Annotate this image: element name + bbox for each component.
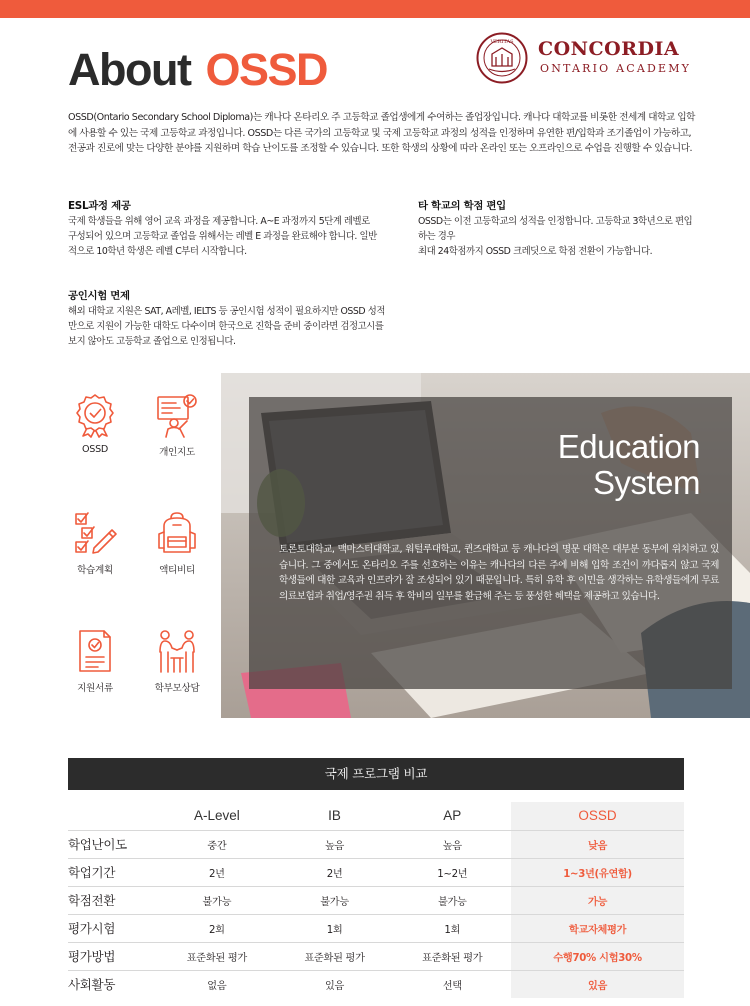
table-cell-ossd: 가능 — [511, 886, 684, 914]
feature-documents-label: 지원서류 — [77, 683, 113, 694]
column-header-ib: IB — [276, 802, 394, 830]
section-esl — [68, 199, 378, 260]
column-header-a-level: A-Level — [158, 802, 276, 830]
table-row — [68, 886, 684, 914]
column-header-ossd: OSSD — [511, 802, 684, 830]
top-accent-bar — [0, 0, 750, 18]
table-cell: 1~2년 — [393, 858, 511, 886]
table-cell-ossd: 낮음 — [511, 830, 684, 858]
page-title — [68, 40, 327, 100]
row-label: 평가시험 — [68, 914, 158, 942]
table-cell: 표준화된 평가 — [276, 942, 394, 970]
feature-parent-consult-label: 학부모상담 — [154, 683, 200, 694]
table-cell: 표준화된 평가 — [393, 942, 511, 970]
table-cell-ossd: 수행70% 시험30% — [511, 942, 684, 970]
table-row — [68, 830, 684, 858]
feature-ossd — [60, 392, 130, 455]
table-cell: 있음 — [325, 980, 345, 992]
application-document-icon — [72, 628, 118, 674]
education-body: 토론토대학교, 맥마스터대학교, 워털루대학교, 퀸즈대학교 등 캐나다의 명문 대학은 대부분 동부에 위치하고 있습니다. 그 중에서도 온타리오 주를 선호하는 이유는 캐나다의 다른 주에 비해 입학 조건이 까다롭지 않고 국제 학생들에 대한 교육과 인프라가 잘 조성되어 있기 때문입니다. 특히 유학 후 이민을 생각하는 유학생들에게 무료 의료보험과 취업/영주권 취득 후 학비의 일부를 환급해 주는 등 풍성한 혜택을 제공하고 있습니다. — [279, 544, 719, 602]
row-label: 학업기간 — [68, 858, 158, 886]
table-cell: 표준화된 평가 — [158, 942, 276, 970]
section-esl-heading: ESL과정 제공 — [68, 200, 131, 212]
section-exam-heading: 공인시험 면제 — [68, 290, 130, 302]
page-title-about: About — [68, 44, 191, 95]
row-label: 학점전환 — [68, 886, 158, 914]
education-title-line1: Education — [557, 428, 700, 465]
feature-activity — [142, 510, 212, 576]
comparison-corner — [68, 802, 158, 830]
table-cell: 불가능 — [276, 886, 394, 914]
feature-tutoring-label: 개인지도 — [159, 447, 195, 458]
table-cell: 1회 — [276, 914, 394, 942]
row-label: 평가방법 — [68, 942, 158, 970]
logo-name: CONCORDIA — [538, 38, 680, 60]
feature-ossd-label: OSSD — [82, 444, 108, 455]
checklist-pencil-icon — [72, 510, 118, 556]
svg-text:VERITAS: VERITAS — [490, 39, 514, 45]
award-ribbon-icon — [72, 392, 118, 438]
table-cell: 2년 — [158, 858, 276, 886]
feature-activity-label: 액티비티 — [159, 565, 195, 576]
education-title — [558, 429, 700, 501]
section-transfer-body1: OSSD는 이전 고등학교의 성적을 인정합니다. 고등학교 3학년으로 편입하는 경우 — [418, 216, 693, 243]
tutoring-board-icon — [154, 392, 200, 438]
intro-paragraph: OSSD(Ontario Secondary School Diploma)는 캐나다 온타리오 주 고등학교 졸업생에게 수여하는 졸업장입니다. 캐나다 대학교를 비롯한 전세계 대학교 입학에 사용할 수 있는 국제 고등학교 과정입니다. OSSD는 다른 국가의 고등학교 및 국제 고등학교 과정의 성적을 인정하며 유연한 편/입학과 조기졸업이 가능하고, 전공과 진로에 맞는 다양한 분야를 지원하며 학습 난이도를 조정할 수 있습니다. 또한 학생의 상황에 따라 온라인 또는 오프라인으로 수업을 진행할 수 있습니다. — [68, 112, 695, 154]
parent-consultation-icon — [154, 628, 200, 674]
feature-documents — [60, 628, 130, 694]
comparison-heading: 국제 프로그램 비교 — [68, 758, 684, 790]
table-cell: 높음 — [276, 830, 394, 858]
education-overlay — [249, 397, 732, 689]
backpack-icon — [154, 510, 200, 556]
comparison-header-row — [68, 802, 684, 830]
section-transfer — [418, 199, 700, 260]
section-transfer-body2: 최대 24학점까지 OSSD 크레딧으로 학점 전환이 가능합니다. — [418, 246, 653, 258]
table-cell-ossd: 학교자체평가 — [511, 914, 684, 942]
education-photo — [221, 373, 750, 718]
feature-tutoring — [142, 392, 212, 458]
table-cell: 중간 — [158, 830, 276, 858]
table-cell: 선택 — [442, 980, 462, 992]
section-exam-body: 해외 대학교 지원은 SAT, A레벨, IELTS 등 공인시험 성적이 필요하지만 OSSD 성적만으로 지원이 가능한 대학도 다수이며 한국으로 진학을 준비 중이라면 검정고시를 보지 않아도 고등학교 졸업으로 인정됩니다. — [68, 306, 385, 348]
table-cell: 1회 — [393, 914, 511, 942]
table-row — [68, 970, 684, 998]
column-header-ap: AP — [393, 802, 511, 830]
comparison-table — [68, 802, 684, 998]
table-cell-ossd: 1~3년(유연함) — [511, 858, 684, 886]
section-exam — [68, 289, 386, 350]
feature-study-plan-label: 학습계획 — [77, 565, 113, 576]
section-esl-body: 국제 학생들을 위해 영어 교육 과정을 제공합니다. A~E 과정까지 5단계 레벨로 구성되어 있으며 고등학교 졸업을 위해서는 레벨 E 과정을 완료해야 합니다. 일반적으로 10학년 학생은 레벨 C부터 시작합니다. — [68, 216, 377, 258]
row-label: 사회활동 — [68, 977, 116, 993]
table-cell: 2년 — [276, 858, 394, 886]
page-title-ossd: OSSD — [205, 44, 327, 95]
concordia-logo — [476, 32, 706, 88]
education-title-line2: System — [592, 464, 700, 501]
table-cell: 불가능 — [393, 886, 511, 914]
table-row — [68, 914, 684, 942]
table-row — [68, 942, 684, 970]
feature-parent-consult — [142, 628, 212, 694]
row-label: 학업난이도 — [68, 830, 158, 858]
table-cell: 높음 — [393, 830, 511, 858]
feature-icons — [60, 392, 220, 712]
section-transfer-heading: 타 학교의 학점 편입 — [418, 200, 506, 212]
table-cell: 2회 — [158, 914, 276, 942]
table-cell: 없음 — [207, 980, 227, 992]
school-seal-icon — [476, 32, 528, 84]
table-cell-ossd: 있음 — [511, 970, 684, 998]
feature-study-plan — [60, 510, 130, 576]
table-cell: 불가능 — [158, 886, 276, 914]
table-row — [68, 858, 684, 886]
logo-subtitle: ONTARIO ACADEMY — [540, 62, 692, 75]
